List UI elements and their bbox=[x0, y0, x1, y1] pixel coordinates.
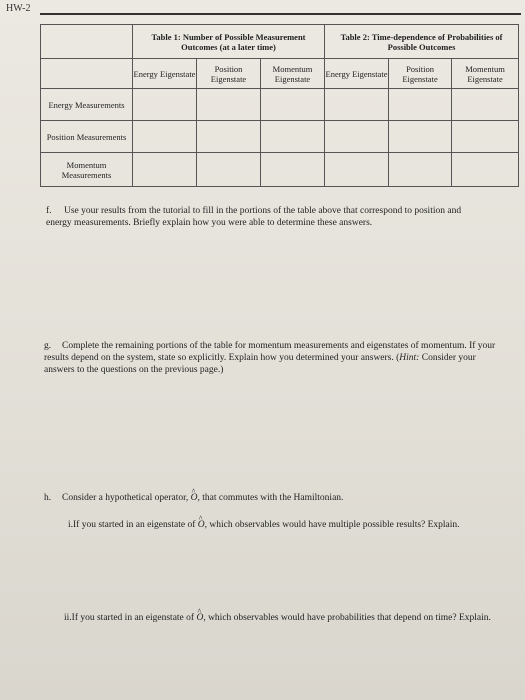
question-ii-text: If you started in an eigenstate of bbox=[71, 613, 197, 623]
column-header: Momentum Eigenstate bbox=[261, 59, 325, 89]
question-g-label: g. bbox=[44, 341, 52, 351]
answer-cell[interactable] bbox=[325, 121, 389, 153]
row-label-energy: Energy Measurements bbox=[48, 99, 125, 110]
question-f-text: Use your results from the tutorial to fill in the portions of the table above that correspond to position and energy measurements. Briefly explain how you were able to determine these answers. bbox=[46, 206, 462, 228]
answer-cell[interactable] bbox=[325, 153, 389, 187]
answer-cell[interactable] bbox=[452, 153, 519, 187]
question-g-hint: Hint: bbox=[399, 353, 420, 363]
question-g-text-end: Consider your answers to the questions on the previous page.) bbox=[44, 353, 476, 375]
answer-cell[interactable] bbox=[261, 121, 325, 153]
answer-cell[interactable] bbox=[452, 89, 519, 121]
column-header: Position Eigenstate bbox=[197, 59, 261, 89]
question-i-label: i. bbox=[68, 520, 74, 530]
operator-o-hat: ^ O bbox=[198, 519, 205, 531]
answer-cell[interactable] bbox=[133, 153, 197, 187]
question-ii-text-end: , which observables would have probabilities that depend on time? Explain. bbox=[203, 613, 491, 623]
answer-cell[interactable] bbox=[389, 121, 452, 153]
column-header: Energy Eigenstate bbox=[133, 59, 197, 89]
answer-cell[interactable] bbox=[389, 89, 452, 121]
answer-cell[interactable] bbox=[452, 121, 519, 153]
table-2-title: Table 2: Time-dependence of Probabilities of Possible Outcomes bbox=[325, 25, 519, 59]
answer-cell[interactable] bbox=[133, 121, 197, 153]
row-label bbox=[41, 153, 133, 187]
answer-cell[interactable] bbox=[261, 89, 325, 121]
question-g bbox=[44, 340, 504, 376]
table-header-blank bbox=[41, 59, 133, 89]
question-g-text: Complete the remaining portions of the table for momentum measurements and eigenstates of momentum. If your results depend on the system, state so explicitly. Explain how you determined your answers. ( bbox=[44, 341, 496, 363]
question-h-text: Consider a hypothetical operator, bbox=[62, 493, 191, 503]
answer-cell[interactable] bbox=[197, 89, 261, 121]
table-1-title: Table 1: Number of Possible Measurement Outcomes (at a later time) bbox=[133, 25, 325, 59]
question-f-label: f. bbox=[46, 206, 52, 216]
operator-o-hat: ^ O bbox=[191, 492, 198, 504]
column-header: Energy Eigenstate bbox=[325, 59, 389, 89]
row-label bbox=[41, 89, 133, 121]
answer-cell[interactable] bbox=[261, 153, 325, 187]
header-rule bbox=[40, 13, 521, 15]
answer-cell[interactable] bbox=[133, 89, 197, 121]
column-header: Momentum Eigenstate bbox=[452, 59, 519, 89]
column-header: Position Eigenstate bbox=[389, 59, 452, 89]
question-f bbox=[46, 205, 486, 229]
question-h bbox=[44, 492, 504, 504]
page-header-label: HW-2 bbox=[6, 3, 31, 14]
question-i-text-end: , which observables would have multiple possible results? Explain. bbox=[204, 520, 460, 530]
answer-cell[interactable] bbox=[197, 121, 261, 153]
operator-o-hat: ^ O bbox=[196, 612, 203, 624]
question-h-ii bbox=[64, 612, 494, 624]
answer-cell[interactable] bbox=[197, 153, 261, 187]
question-h-text-end: , that commutes with the Hamiltonian. bbox=[197, 493, 344, 503]
row-label-momentum: Momentum Measurements bbox=[61, 159, 112, 180]
answer-cell[interactable] bbox=[325, 89, 389, 121]
answer-cell[interactable] bbox=[389, 153, 452, 187]
question-ii-label: ii. bbox=[64, 613, 72, 623]
row-label bbox=[41, 121, 133, 153]
question-i-text: If you started in an eigenstate of bbox=[73, 520, 198, 530]
table-corner-cell bbox=[41, 25, 133, 59]
question-h-label: h. bbox=[44, 493, 52, 503]
outcomes-table bbox=[40, 24, 519, 187]
row-label-position: Position Measurements bbox=[46, 131, 127, 142]
question-h-i bbox=[68, 519, 488, 531]
